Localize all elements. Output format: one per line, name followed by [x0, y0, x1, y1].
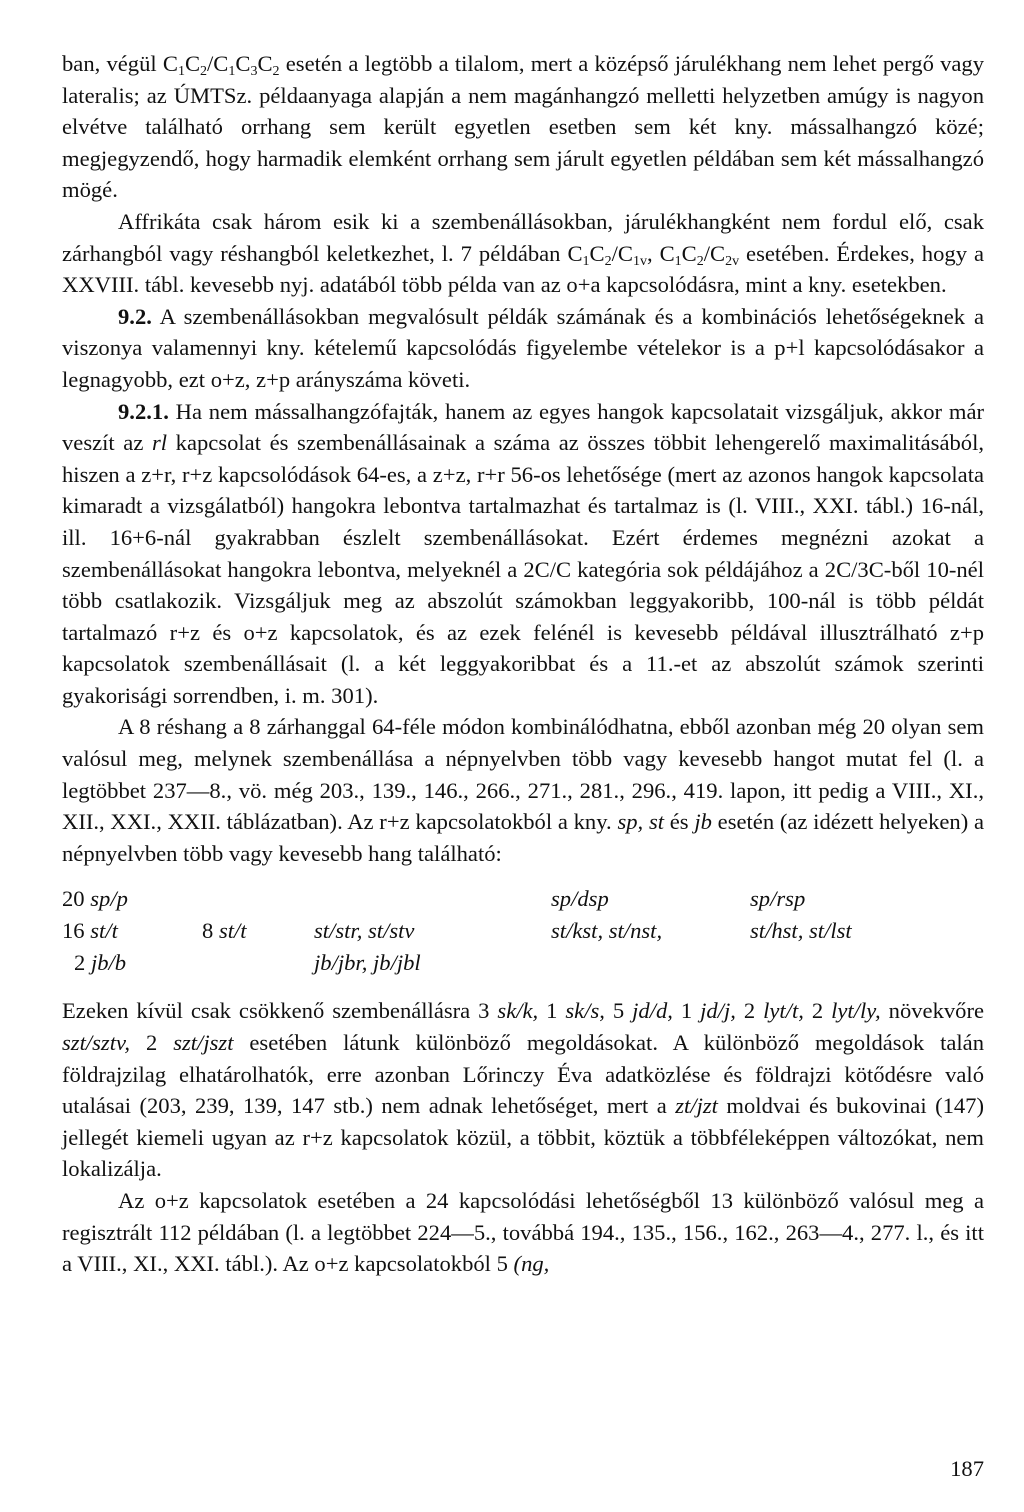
- text-run: ban, végül C: [62, 51, 178, 76]
- example-cell: sp/dsp: [551, 886, 609, 912]
- text-run: Ezeken kívül csak csökkenő szembenállásra 3: [62, 998, 498, 1024]
- italic-term: (ng,: [513, 1251, 550, 1277]
- example-cell: jb/jbr, jb/jbl: [314, 950, 421, 976]
- italic-term: lyt/t,: [763, 998, 804, 1024]
- text-run: növekvőre: [880, 998, 985, 1024]
- text-run: C: [235, 51, 251, 76]
- italic-term: szt/jszt: [173, 1030, 234, 1056]
- subscript: 1: [674, 253, 682, 269]
- example-cell: st/hst, st/lst: [750, 918, 852, 944]
- text-run: 2: [735, 998, 764, 1024]
- example-form: st/t: [218, 918, 247, 944]
- text-run: Affrikáta csak három esik ki a szembenállásokban, járulékhangként nem fordul elő, csak zárhangból vagy réshangból keletkezhet, l. 7 példában C: [62, 208, 984, 266]
- italic-term: sp, st: [617, 809, 665, 835]
- italic-term: szt/sztv,: [62, 1030, 131, 1056]
- italic-term: jd/j,: [700, 998, 736, 1024]
- text-run: C: [589, 240, 605, 266]
- subscript: 1: [582, 253, 590, 269]
- text-run: Ha nem mássalhangzófajták, hanem az egyes hangok kapcsolatait vizsgáljuk, akkor már veszít az: [62, 398, 984, 456]
- text-run: esetén a legtöbb a tilalom, mert a középső járulékhang nem lehet pergő vagy lateralis; az ÚMTSz. példaanyaga alapján a nem magánhangzó melletti helyzetben amúgy is nagyon elvétve található orrhang sem került egyetlen esetben sem két kny. mássalhangzó közé; megjegyzendő, hogy harmadik elemként orrhang sem járult egyetlen példában sem két mássalhangzó mögé.: [62, 51, 984, 203]
- example-count: 20: [62, 886, 91, 912]
- paragraph-2: [62, 206, 984, 301]
- example-form: st/t: [90, 918, 118, 944]
- example-cell: [62, 915, 118, 947]
- text-run: kapcsolat és szembenállásainak a száma az összes többit lehengerelő maximalitásából, hiszen a z+r, r+z kapcsolódások 64-es, a z+z, r+r 56-os lehetősége (mert az azonos hangok kapcsolata kimaradt a vizsgálatból) hangokra lebontva tartalmazhat és tartalmaz is (l. VIII., XXI. tábl.) 16-nál, ill. 16+6-nál gyakrabban észlelt szembenállásokat. Ezért érdemes megnézni azokat a szembenállásokat hangokra lebontva, melyeknél a 2C/C kategória sok példájához a 2C/3C-ből 10-nél több csatlakozik. Vizsgáljuk meg az abszolút számokban leggyakoribb, 100-nál is több példát tartalmazó r+z és o+z kapcsolatok, és az ezek felénél is kevesebb példával illusztrálható z+p kapcsolatok szembenállásait (l. a két leggyakoribbat és a 11.-et az abszolút számok szerinti gyakorisági sorrendben, i. m. 301).: [62, 430, 984, 708]
- examples-table: [62, 883, 984, 979]
- text-run: esetében. Érdekes, hogy a XXVIII. tábl. kevesebb nyj. adatából több példa van az o+a kapcsolódásra, mint a kny. esetekben.: [62, 240, 984, 298]
- example-form: jb/b: [90, 950, 127, 976]
- text-run: C: [681, 240, 697, 266]
- text-run: 1: [538, 998, 566, 1024]
- example-count: 8: [202, 918, 219, 944]
- subscript: 3: [250, 63, 258, 79]
- example-cell: sp/rsp: [750, 886, 806, 912]
- subscript: 1: [228, 63, 236, 79]
- subscript: 2: [696, 253, 704, 269]
- italic-term: zt/jzt: [675, 1093, 718, 1119]
- page-number: 187: [950, 1456, 984, 1481]
- example-cell: st/kst, st/nst,: [551, 918, 663, 944]
- section-number: 9.2.1.: [118, 398, 169, 424]
- italic-term: jb: [694, 809, 712, 835]
- italic-term: sk/s,: [565, 998, 605, 1024]
- subscript: 2: [272, 63, 280, 79]
- text-run: 2: [130, 1030, 174, 1056]
- example-form: sp/p: [90, 886, 128, 912]
- examples-row: [62, 947, 984, 979]
- paragraph-3: [62, 301, 984, 396]
- example-cell: st/str, st/stv: [314, 918, 415, 944]
- subscript: 1: [177, 63, 185, 79]
- examples-row: [62, 883, 984, 915]
- text-run: A szembenállásokban megvalósult példák számának és a kombinációs lehetőségeknek a viszonya valamennyi kny. kételemű kapcsolódás figyelembe vételekor is a p+l kapcsolódásakor a legnagyobb, ezt o+z, z+p arányszáma követi.: [62, 303, 984, 392]
- text-run: 2: [803, 998, 832, 1024]
- page-body: [62, 48, 984, 1280]
- paragraph-6: [62, 995, 984, 1185]
- text-run: és: [664, 809, 695, 835]
- text-run: esetében látunk különböző megoldásokat. A különböző megoldások talán földrajzilag elhatárolhatók, erre azonban Lőrinczy Éva adatközlése és földrajzi kötődésre való utalásai (203, 239, 139, 147 stb.) nem adnak lehetőséget, mert a: [62, 1030, 985, 1119]
- paragraph-5: [62, 711, 984, 869]
- text-run: 1: [672, 998, 701, 1024]
- paragraph-7: [62, 1185, 984, 1280]
- text-run: 5: [604, 998, 633, 1024]
- text-run: /C: [207, 51, 229, 76]
- section-number: 9.2.: [118, 303, 152, 329]
- italic-term: sk/k,: [497, 998, 539, 1024]
- example-cell: [74, 947, 126, 979]
- subscript: 1v: [632, 253, 647, 269]
- text-run: Az o+z kapcsolatok esetében a 24 kapcsolódási lehetőségből 13 különböző valósul meg a regisztrált 112 példában (l. a legtöbbet 224—5., továbbá 194., 135., 156., 162., 263—4., 277. l., és itt a VIII., XI., XXI. tábl.). Az o+z kapcsolatokból 5: [62, 1188, 984, 1277]
- text-run: C: [184, 51, 201, 76]
- example-count: 2: [74, 950, 91, 976]
- example-cell: [202, 915, 247, 947]
- paragraph-1: [62, 48, 984, 206]
- subscript: 2: [200, 63, 208, 79]
- text-run: /C: [611, 240, 633, 266]
- subscript: 2: [604, 253, 612, 269]
- italic-term: lyt/ly,: [831, 998, 881, 1024]
- text-run: moldvai és bukovinai (147) jellegét kiemeli ugyan az r+z kapcsolatok közül, a többit, köztük a többféleképpen változókat, nem lokalizálja.: [62, 1093, 985, 1182]
- text-run: , C: [646, 240, 675, 266]
- example-cell: [62, 883, 128, 915]
- text-run: C: [257, 51, 273, 76]
- subscript: 2v: [725, 253, 740, 269]
- text-run: A 8 réshang a 8 zárhanggal 64-féle módon kombinálódhatna, ebből azonban még 20 olyan sem valósul meg, melynek szembenállása a népnyelvben több vagy kevesebb hangot mutat fel (l. a legtöbbet 237—8., vö. még 203., 139., 146., 266., 271., 281., 296., 419. lapon, itt pedig a VIII., XI., XII., XXI., XXII. táblázatban). Az r+z kapcsolatokból a kny.: [62, 714, 984, 835]
- paragraph-4: [62, 396, 984, 712]
- text-run: /C: [703, 240, 726, 266]
- example-count: 16: [62, 918, 91, 944]
- italic-term: jd/d,: [632, 998, 673, 1024]
- examples-row: [62, 915, 984, 947]
- text-run: esetén (az idézett helyeken) a népnyelvben több vagy kevesebb hang található:: [62, 809, 984, 866]
- italic-term: rl: [151, 430, 168, 456]
